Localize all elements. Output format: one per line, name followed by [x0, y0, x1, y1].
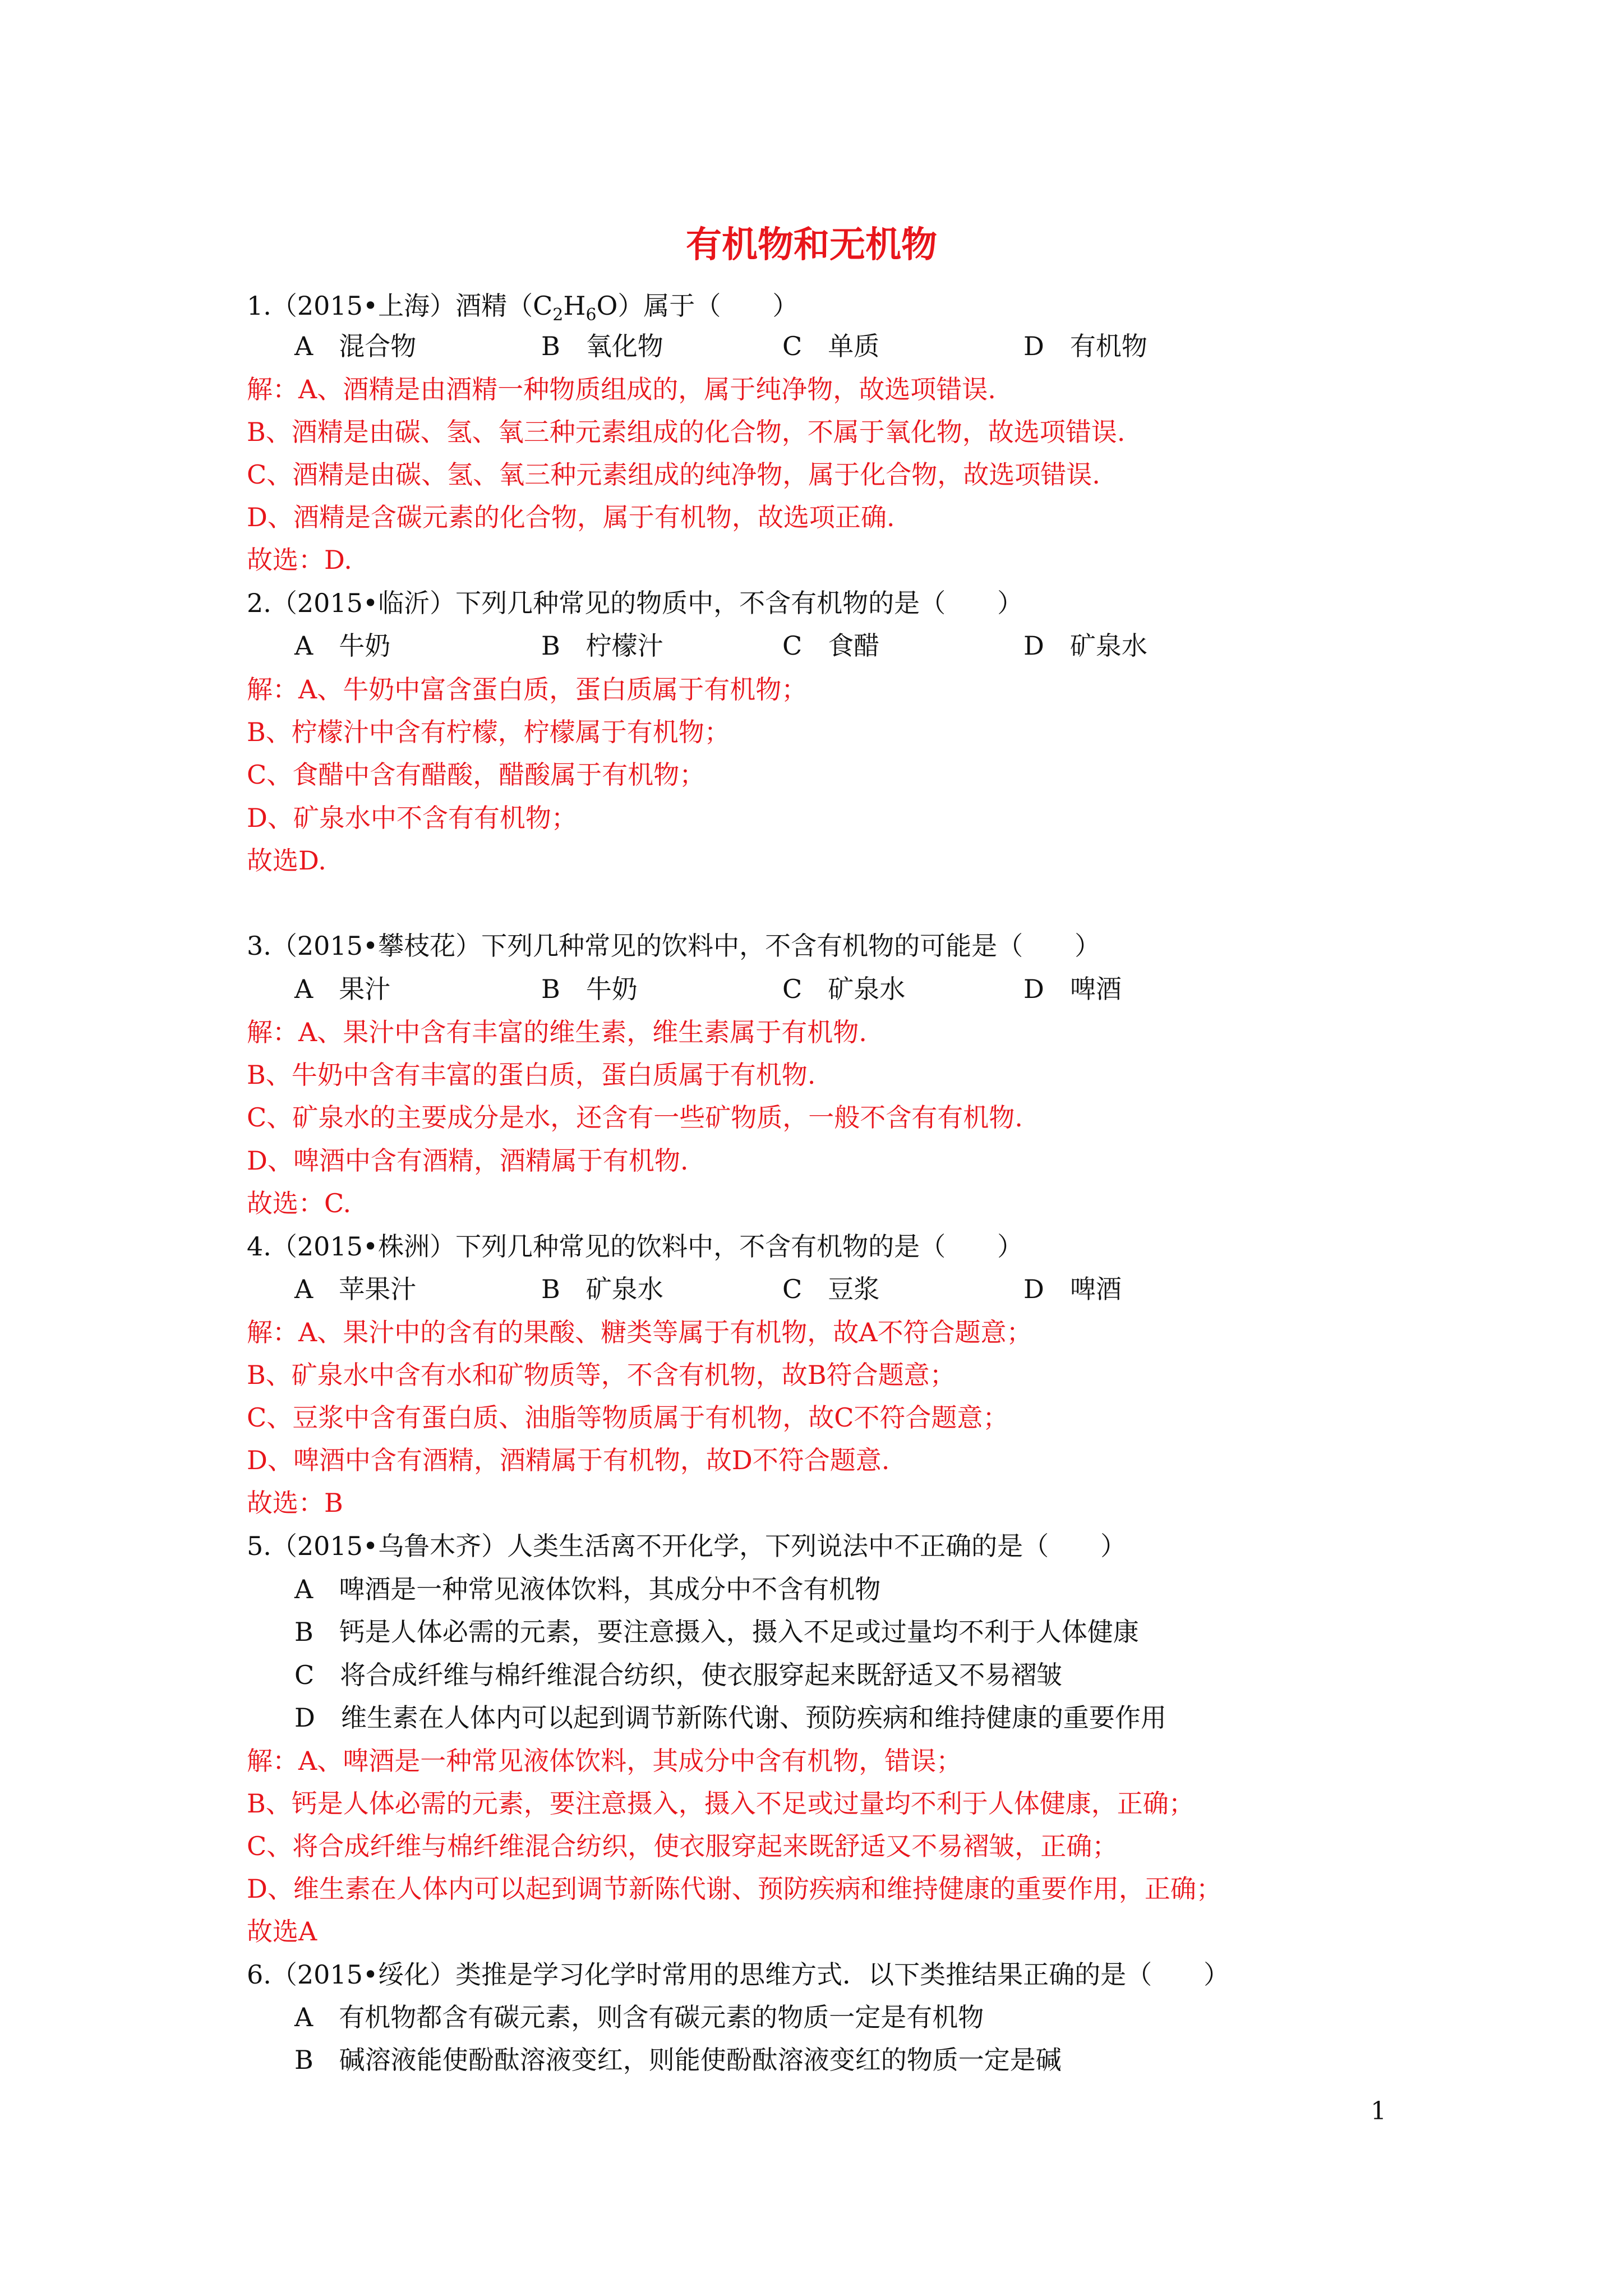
q2-option-c: C 食醋: [782, 631, 880, 661]
q5-option-d: D 维生素在人体内可以起到调节新陈代谢、预防疾病和维持健康的重要作用: [294, 1703, 1166, 1733]
q2-solution-line: 解：A、牛奶中富含蛋白质，蛋白质属于有机物；: [247, 674, 808, 705]
q4-option-c: C 豆浆: [782, 1274, 880, 1304]
q3-solution-line: D、啤酒中含有酒精，酒精属于有机物.: [247, 1145, 689, 1176]
q3-solution-line: C、矿泉水的主要成分是水，还含有一些矿物质，一般不含有有机物.: [247, 1102, 1023, 1133]
q3-stem: 3.（2015•攀枝花）下列几种常见的饮料中，不含有机物的可能是（ ）: [247, 931, 1101, 961]
q6-option-a: A 有机物都含有碳元素，则含有碳元素的物质一定是有机物: [294, 2002, 984, 2032]
q1-stem: [247, 289, 798, 323]
q5-solution-line: C、将合成纤维与棉纤维混合纺织，使衣服穿起来既舒适又不易褶皱，正确；: [247, 1831, 1118, 1861]
q5-option-b: B 钙是人体必需的元素，要注意摄入，摄入不足或过量均不利于人体健康: [294, 1617, 1139, 1647]
q5-option-c: C 将合成纤维与棉纤维混合纺织，使衣服穿起来既舒适又不易褶皱: [294, 1660, 1063, 1690]
q1-solution-line: D、酒精是含碳元素的化合物，属于有机物，故选项正确.: [247, 502, 895, 532]
q3-option-d: D 啤酒: [1023, 974, 1122, 1004]
q2-answer: 故选D.: [247, 845, 326, 876]
q2-option-b: B 柠檬汁: [541, 631, 663, 661]
q5-solution-line: D、维生素在人体内可以起到调节新陈代谢、预防疾病和维持健康的重要作用，正确；: [247, 1874, 1222, 1904]
q2-solution-line: C、食醋中含有醋酸，醋酸属于有机物；: [247, 760, 706, 790]
q6-option-b: B 碱溶液能使酚酞溶液变红，则能使酚酞溶液变红的物质一定是碱: [294, 2045, 1062, 2075]
q4-solution-line: B、矿泉水中含有水和矿物质等，不含有机物，故B符合题意；: [247, 1360, 956, 1390]
q2-option-a: A 牛奶: [294, 631, 391, 661]
q3-answer: 故选：C.: [247, 1188, 352, 1218]
q2-option-d: D 矿泉水: [1023, 631, 1147, 661]
q1-solution-line: B、酒精是由碳、氢、氧三种元素组成的化合物，不属于氧化物，故选项错误.: [247, 417, 1126, 447]
q1-option-a: A 混合物: [294, 331, 417, 361]
q4-solution-line: 解：A、果汁中的含有的果酸、糖类等属于有机物，故A不符合题意；: [247, 1317, 1032, 1347]
q1-solution-line: C、酒精是由碳、氢、氧三种元素组成的纯净物，属于化合物，故选项错误.: [247, 459, 1100, 490]
q1-sub1: 2: [552, 305, 564, 325]
q4-answer: 故选：B: [247, 1488, 343, 1518]
q6-stem: 6.（2015•绥化）类推是学习化学时常用的思维方式．以下类推结果正确的是（ ）: [247, 1959, 1230, 1990]
q5-option-a: A 啤酒是一种常见液体饮料，其成分中不含有机物: [294, 1574, 881, 1604]
q4-option-d: D 啤酒: [1023, 1274, 1122, 1304]
q1-option-c: C 单质: [782, 331, 880, 361]
q3-options: [294, 972, 1416, 1006]
page-number: 1: [1371, 2097, 1386, 2125]
q1-stem-mid: H: [563, 291, 586, 321]
page-title: 有机物和无机物: [686, 224, 937, 266]
q5-solution-line: 解：A、啤酒是一种常见液体饮料，其成分中含有机物，错误；: [247, 1746, 962, 1776]
q4-option-a: A 苹果汁: [294, 1274, 417, 1304]
q4-option-b: B 矿泉水: [541, 1274, 663, 1304]
q3-solution-line: 解：A、果汁中含有丰富的维生素，维生素属于有机物.: [247, 1017, 867, 1047]
q2-options: [294, 629, 1416, 662]
q4-options: [294, 1272, 1416, 1306]
q3-option-b: B 牛奶: [541, 974, 638, 1004]
q5-solution-line: B、钙是人体必需的元素，要注意摄入，摄入不足或过量均不利于人体健康，正确；: [247, 1788, 1195, 1819]
q2-stem: 2.（2015•临沂）下列几种常见的物质中，不含有机物的是（ ）: [247, 588, 1023, 618]
q4-solution-line: D、啤酒中含有酒精，酒精属于有机物，故D不符合题意.: [247, 1445, 890, 1475]
q1-option-d: D 有机物: [1023, 331, 1147, 361]
q1-stem-post: O）属于（ ）: [596, 291, 799, 321]
q1-sub2: 6: [585, 305, 597, 325]
q5-answer: 故选A: [247, 1916, 317, 1947]
q3-option-c: C 矿泉水: [782, 974, 906, 1004]
q3-solution-line: B、牛奶中含有丰富的蛋白质，蛋白质属于有机物.: [247, 1060, 816, 1090]
q1-options: [294, 329, 1416, 363]
q1-solution-line: 解：A、酒精是由酒精一种物质组成的，属于纯净物，故选项错误.: [247, 374, 996, 404]
q1-option-b: B 氧化物: [541, 331, 663, 361]
q2-solution-line: B、柠檬汁中含有柠檬，柠檬属于有机物；: [247, 717, 730, 747]
q4-stem: 4.（2015•株洲）下列几种常见的饮料中，不含有机物的是（ ）: [247, 1231, 1023, 1262]
q3-option-a: A 果汁: [294, 974, 391, 1004]
q1-answer: 故选：D.: [247, 545, 352, 575]
q5-stem: 5.（2015•乌鲁木齐）人类生活离不开化学，下列说法中不正确的是（ ）: [247, 1531, 1127, 1561]
q1-stem-pre: 1.（2015•上海）酒精（C: [247, 291, 553, 321]
q2-solution-line: D、矿泉水中不含有有机物；: [247, 803, 577, 833]
q4-solution-line: C、豆浆中含有蛋白质、油脂等物质属于有机物，故C不符合题意；: [247, 1402, 1009, 1433]
